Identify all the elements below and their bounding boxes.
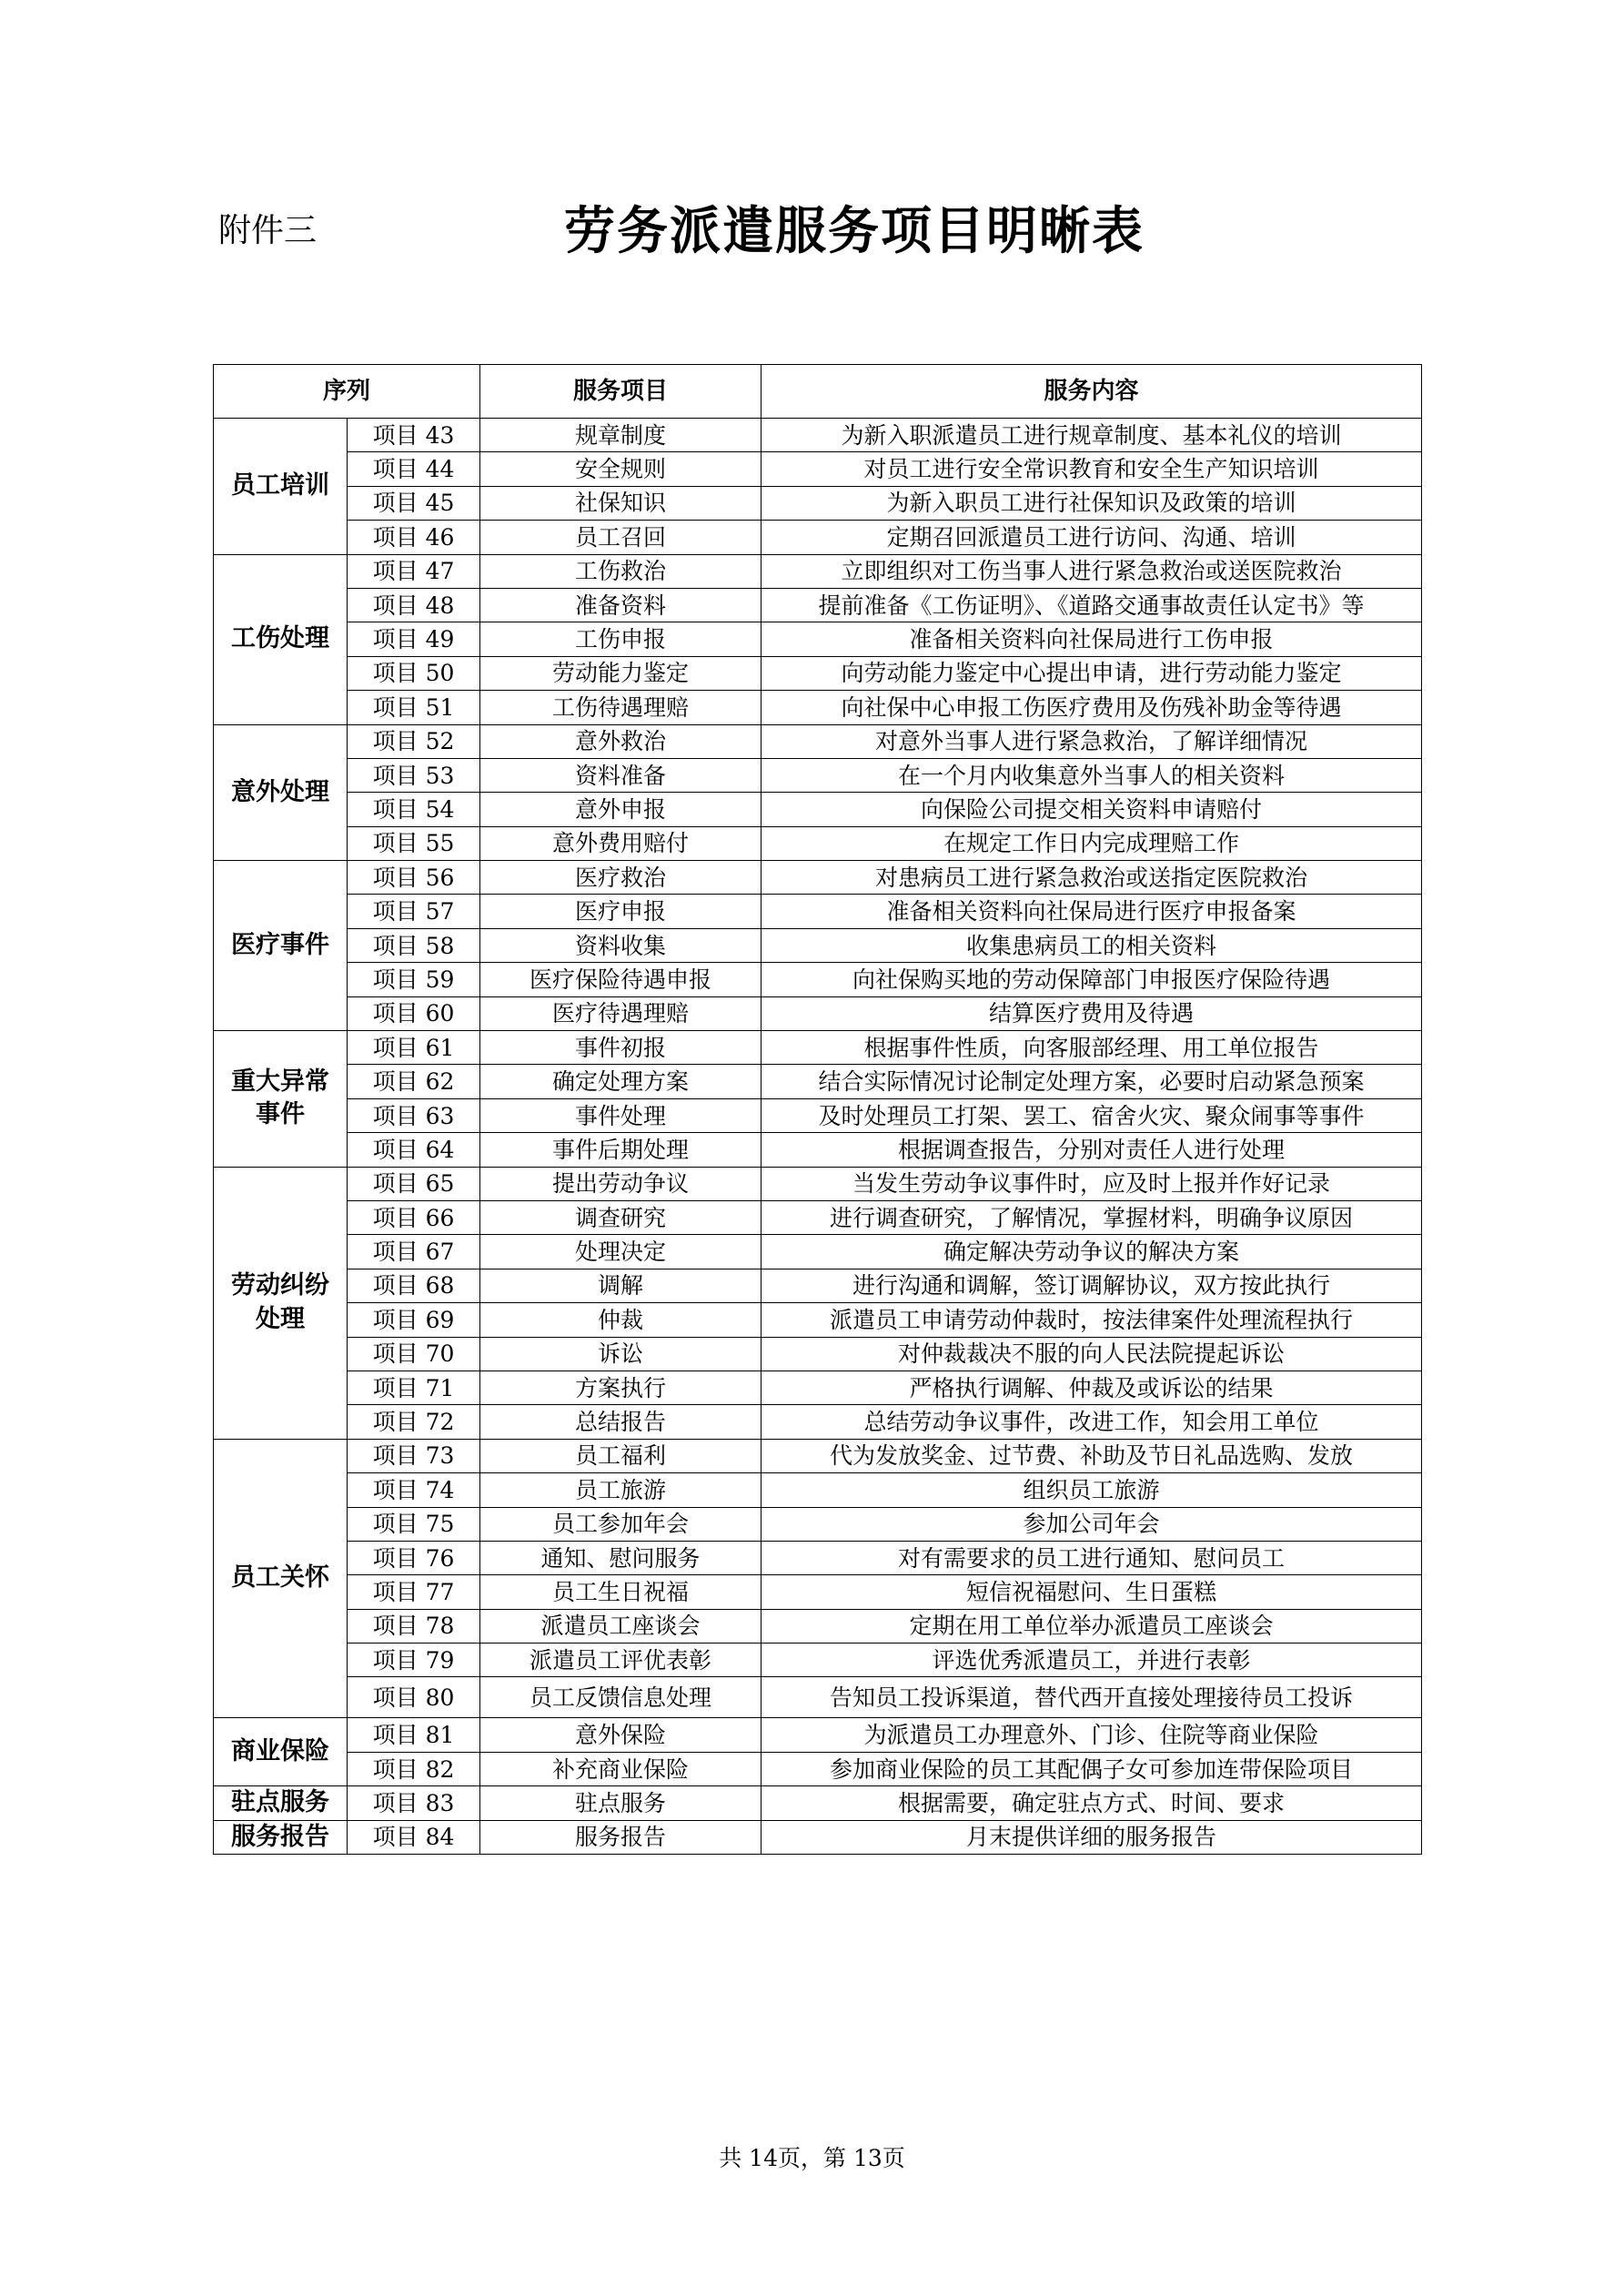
sequence-cell: 项目 59 [348, 963, 480, 996]
table-row [214, 793, 1422, 826]
table-row [214, 1167, 1422, 1200]
service-content-cell: 对有需要求的员工进行通知、慰问员工 [762, 1541, 1422, 1574]
table-row [214, 1609, 1422, 1643]
service-content-cell: 向社保中心申报工伤医疗费用及伤残补助金等待遇 [762, 691, 1422, 724]
sequence-cell: 项目 81 [348, 1718, 480, 1752]
service-content-cell: 派遣员工申请劳动仲裁时，按法律案件处理流程执行 [762, 1303, 1422, 1337]
service-content-cell: 参加公司年会 [762, 1507, 1422, 1541]
sequence-cell: 项目 74 [348, 1473, 480, 1507]
service-item-cell: 安全规则 [480, 452, 762, 486]
service-content-cell: 向保险公司提交相关资料申请赔付 [762, 793, 1422, 826]
column-header-service-content: 服务内容 [762, 365, 1422, 419]
sequence-cell: 项目 77 [348, 1575, 480, 1609]
service-item-cell: 意外保险 [480, 1718, 762, 1752]
sequence-cell: 项目 50 [348, 656, 480, 690]
service-item-cell: 医疗保险待遇申报 [480, 963, 762, 996]
sequence-cell: 项目 55 [348, 826, 480, 860]
sequence-cell: 项目 65 [348, 1167, 480, 1200]
service-content-cell: 根据事件性质，向客服部经理、用工单位报告 [762, 1031, 1422, 1065]
service-item-cell: 总结报告 [480, 1405, 762, 1439]
table-header-row [214, 365, 1422, 419]
table-row [214, 622, 1422, 656]
service-item-cell: 派遣员工评优表彰 [480, 1644, 762, 1677]
service-content-cell: 进行调查研究，了解情况，掌握材料，明确争议原因 [762, 1200, 1422, 1234]
category-cell: 员工关怀 [214, 1439, 348, 1718]
service-content-cell: 在一个月内收集意外当事人的相关资料 [762, 758, 1422, 792]
service-content-cell: 严格执行调解、仲裁及或诉讼的结果 [762, 1371, 1422, 1404]
page-footer: 共 14页，第 13页 [719, 2145, 905, 2171]
service-content-cell: 准备相关资料向社保局进行工伤申报 [762, 622, 1422, 656]
table-row [214, 1133, 1422, 1167]
sequence-cell: 项目 57 [348, 895, 480, 928]
sequence-cell: 项目 71 [348, 1371, 480, 1404]
service-item-cell: 员工福利 [480, 1439, 762, 1472]
category-cell: 商业保险 [214, 1718, 348, 1786]
service-content-cell: 对员工进行安全常识教育和安全生产知识培训 [762, 452, 1422, 486]
service-content-cell: 定期召回派遣员工进行访问、沟通、培训 [762, 521, 1422, 554]
service-item-cell: 员工反馈信息处理 [480, 1677, 762, 1718]
service-content-cell: 对意外当事人进行紧急救治，了解详细情况 [762, 724, 1422, 758]
service-item-cell: 补充商业保险 [480, 1752, 762, 1785]
service-content-cell: 根据需要，确定驻点方式、时间、要求 [762, 1786, 1422, 1820]
service-item-cell: 方案执行 [480, 1371, 762, 1404]
table-row [214, 452, 1422, 486]
table-row [214, 486, 1422, 520]
table-row [214, 656, 1422, 690]
category-cell: 工伤处理 [214, 554, 348, 724]
service-item-cell: 调查研究 [480, 1200, 762, 1234]
sequence-cell: 项目 60 [348, 996, 480, 1030]
table-body [214, 419, 1422, 1855]
table-row [214, 691, 1422, 724]
sequence-cell: 项目 63 [348, 1098, 480, 1132]
sequence-cell: 项目 76 [348, 1541, 480, 1574]
table-row [214, 1098, 1422, 1132]
table-row [214, 1200, 1422, 1234]
sequence-cell: 项目 79 [348, 1644, 480, 1677]
service-content-cell: 为新入职员工进行社保知识及政策的培训 [762, 486, 1422, 520]
service-content-cell: 在规定工作日内完成理赔工作 [762, 826, 1422, 860]
category-cell: 服务报告 [214, 1820, 348, 1854]
table-row [214, 861, 1422, 895]
service-content-cell: 评选优秀派遣员工，并进行表彰 [762, 1644, 1422, 1677]
sequence-cell: 项目 56 [348, 861, 480, 895]
table-row [214, 1473, 1422, 1507]
service-content-cell: 短信祝福慰问、生日蛋糕 [762, 1575, 1422, 1609]
table-row [214, 1303, 1422, 1337]
service-content-cell: 提前准备《工伤证明》、《道路交通事故责任认定书》等 [762, 588, 1422, 622]
service-content-cell: 定期在用工单位举办派遣员工座谈会 [762, 1609, 1422, 1643]
service-item-cell: 驻点服务 [480, 1786, 762, 1820]
service-item-cell: 资料收集 [480, 928, 762, 962]
column-header-sequence: 序列 [214, 365, 480, 419]
sequence-cell: 项目 80 [348, 1677, 480, 1718]
table-row [214, 928, 1422, 962]
attachment-label: 附件三 [218, 212, 318, 249]
table-row [214, 1644, 1422, 1677]
service-item-cell: 事件后期处理 [480, 1133, 762, 1167]
service-item-cell: 诉讼 [480, 1337, 762, 1371]
table-row [214, 1405, 1422, 1439]
service-item-cell: 提出劳动争议 [480, 1167, 762, 1200]
service-item-cell: 通知、慰问服务 [480, 1541, 762, 1574]
table-row [214, 1718, 1422, 1752]
service-item-cell: 社保知识 [480, 486, 762, 520]
table-row [214, 419, 1422, 452]
service-content-cell: 准备相关资料向社保局进行医疗申报备案 [762, 895, 1422, 928]
sequence-cell: 项目 69 [348, 1303, 480, 1337]
service-item-cell: 服务报告 [480, 1820, 762, 1854]
table-row [214, 1031, 1422, 1065]
service-item-cell: 医疗申报 [480, 895, 762, 928]
table-row [214, 521, 1422, 554]
page-title: 劳务派遣服务项目明晰表 [564, 201, 1145, 261]
sequence-cell: 项目 54 [348, 793, 480, 826]
service-item-cell: 派遣员工座谈会 [480, 1609, 762, 1643]
table-row [214, 554, 1422, 588]
service-item-cell: 医疗待遇理赔 [480, 996, 762, 1030]
service-content-cell: 根据调查报告，分别对责任人进行处理 [762, 1133, 1422, 1167]
table-row [214, 1820, 1422, 1854]
sequence-cell: 项目 66 [348, 1200, 480, 1234]
service-item-cell: 员工旅游 [480, 1473, 762, 1507]
table-row [214, 1337, 1422, 1371]
table-row [214, 1541, 1422, 1574]
service-content-cell: 为新入职派遣员工进行规章制度、基本礼仪的培训 [762, 419, 1422, 452]
sequence-cell: 项目 62 [348, 1065, 480, 1098]
table-row [214, 758, 1422, 792]
service-item-cell: 事件初报 [480, 1031, 762, 1065]
sequence-cell: 项目 68 [348, 1269, 480, 1302]
sequence-cell: 项目 83 [348, 1786, 480, 1820]
service-items-table [213, 364, 1422, 1855]
sequence-cell: 项目 78 [348, 1609, 480, 1643]
service-content-cell: 组织员工旅游 [762, 1473, 1422, 1507]
sequence-cell: 项目 72 [348, 1405, 480, 1439]
sequence-cell: 项目 52 [348, 724, 480, 758]
service-content-cell: 为派遣员工办理意外、门诊、住院等商业保险 [762, 1718, 1422, 1752]
service-content-cell: 向劳动能力鉴定中心提出申请，进行劳动能力鉴定 [762, 656, 1422, 690]
sequence-cell: 项目 44 [348, 452, 480, 486]
service-content-cell: 确定解决劳动争议的解决方案 [762, 1235, 1422, 1269]
category-cell: 重大异常事件 [214, 1031, 348, 1168]
service-item-cell: 规章制度 [480, 419, 762, 452]
sequence-cell: 项目 67 [348, 1235, 480, 1269]
service-item-cell: 处理决定 [480, 1235, 762, 1269]
category-cell: 劳动纠纷处理 [214, 1167, 348, 1439]
service-item-cell: 意外申报 [480, 793, 762, 826]
service-content-cell: 收集患病员工的相关资料 [762, 928, 1422, 962]
service-content-cell: 对仲裁裁决不服的向人民法院提起诉讼 [762, 1337, 1422, 1371]
category-cell: 员工培训 [214, 419, 348, 555]
service-item-cell: 意外费用赔付 [480, 826, 762, 860]
table-row [214, 826, 1422, 860]
service-item-cell: 确定处理方案 [480, 1065, 762, 1098]
service-content-cell: 结合实际情况讨论制定处理方案，必要时启动紧急预案 [762, 1065, 1422, 1098]
column-header-service-item: 服务项目 [480, 365, 762, 419]
sequence-cell: 项目 46 [348, 521, 480, 554]
category-cell: 意外处理 [214, 724, 348, 861]
sequence-cell: 项目 73 [348, 1439, 480, 1472]
service-item-cell: 员工召回 [480, 521, 762, 554]
table-row [214, 1371, 1422, 1404]
table-row [214, 588, 1422, 622]
service-item-cell: 准备资料 [480, 588, 762, 622]
table-row [214, 1439, 1422, 1472]
sequence-cell: 项目 64 [348, 1133, 480, 1167]
service-content-cell: 月末提供详细的服务报告 [762, 1820, 1422, 1854]
service-content-cell: 对患病员工进行紧急救治或送指定医院救治 [762, 861, 1422, 895]
table-row [214, 1575, 1422, 1609]
service-item-cell: 员工生日祝福 [480, 1575, 762, 1609]
service-content-cell: 及时处理员工打架、罢工、宿舍火灾、聚众闹事等事件 [762, 1098, 1422, 1132]
sequence-cell: 项目 51 [348, 691, 480, 724]
table-row [214, 1752, 1422, 1785]
sequence-cell: 项目 45 [348, 486, 480, 520]
category-cell: 医疗事件 [214, 861, 348, 1031]
service-item-cell: 工伤待遇理赔 [480, 691, 762, 724]
service-content-cell: 当发生劳动争议事件时，应及时上报并作好记录 [762, 1167, 1422, 1200]
sequence-cell: 项目 61 [348, 1031, 480, 1065]
sequence-cell: 项目 47 [348, 554, 480, 588]
service-content-cell: 总结劳动争议事件，改进工作，知会用工单位 [762, 1405, 1422, 1439]
table-row [214, 963, 1422, 996]
sequence-cell: 项目 82 [348, 1752, 480, 1785]
table-row [214, 996, 1422, 1030]
table-row [214, 1235, 1422, 1269]
category-cell: 驻点服务 [214, 1786, 348, 1820]
service-item-cell: 意外救治 [480, 724, 762, 758]
table-row [214, 724, 1422, 758]
sequence-cell: 项目 70 [348, 1337, 480, 1371]
service-item-cell: 员工参加年会 [480, 1507, 762, 1541]
service-item-cell: 仲裁 [480, 1303, 762, 1337]
service-item-cell: 工伤救治 [480, 554, 762, 588]
service-item-cell: 劳动能力鉴定 [480, 656, 762, 690]
sequence-cell: 项目 58 [348, 928, 480, 962]
sequence-cell: 项目 53 [348, 758, 480, 792]
service-content-cell: 告知员工投诉渠道，替代西开直接处理接待员工投诉 [762, 1677, 1422, 1718]
service-content-cell: 结算医疗费用及待遇 [762, 996, 1422, 1030]
service-content-cell: 参加商业保险的员工其配偶子女可参加连带保险项目 [762, 1752, 1422, 1785]
service-item-cell: 资料准备 [480, 758, 762, 792]
service-item-cell: 医疗救治 [480, 861, 762, 895]
service-content-cell: 立即组织对工伤当事人进行紧急救治或送医院救治 [762, 554, 1422, 588]
sequence-cell: 项目 49 [348, 622, 480, 656]
sequence-cell: 项目 43 [348, 419, 480, 452]
sequence-cell: 项目 84 [348, 1820, 480, 1854]
service-content-cell: 进行沟通和调解，签订调解协议，双方按此执行 [762, 1269, 1422, 1302]
table-row [214, 895, 1422, 928]
service-item-cell: 事件处理 [480, 1098, 762, 1132]
table-row [214, 1065, 1422, 1098]
sequence-cell: 项目 75 [348, 1507, 480, 1541]
service-content-cell: 向社保购买地的劳动保障部门申报医疗保险待遇 [762, 963, 1422, 996]
table-row [214, 1507, 1422, 1541]
sequence-cell: 项目 48 [348, 588, 480, 622]
service-item-cell: 工伤申报 [480, 622, 762, 656]
table-row [214, 1786, 1422, 1820]
service-content-cell: 代为发放奖金、过节费、补助及节日礼品选购、发放 [762, 1439, 1422, 1472]
table-row [214, 1677, 1422, 1718]
table-row [214, 1269, 1422, 1302]
service-item-cell: 调解 [480, 1269, 762, 1302]
